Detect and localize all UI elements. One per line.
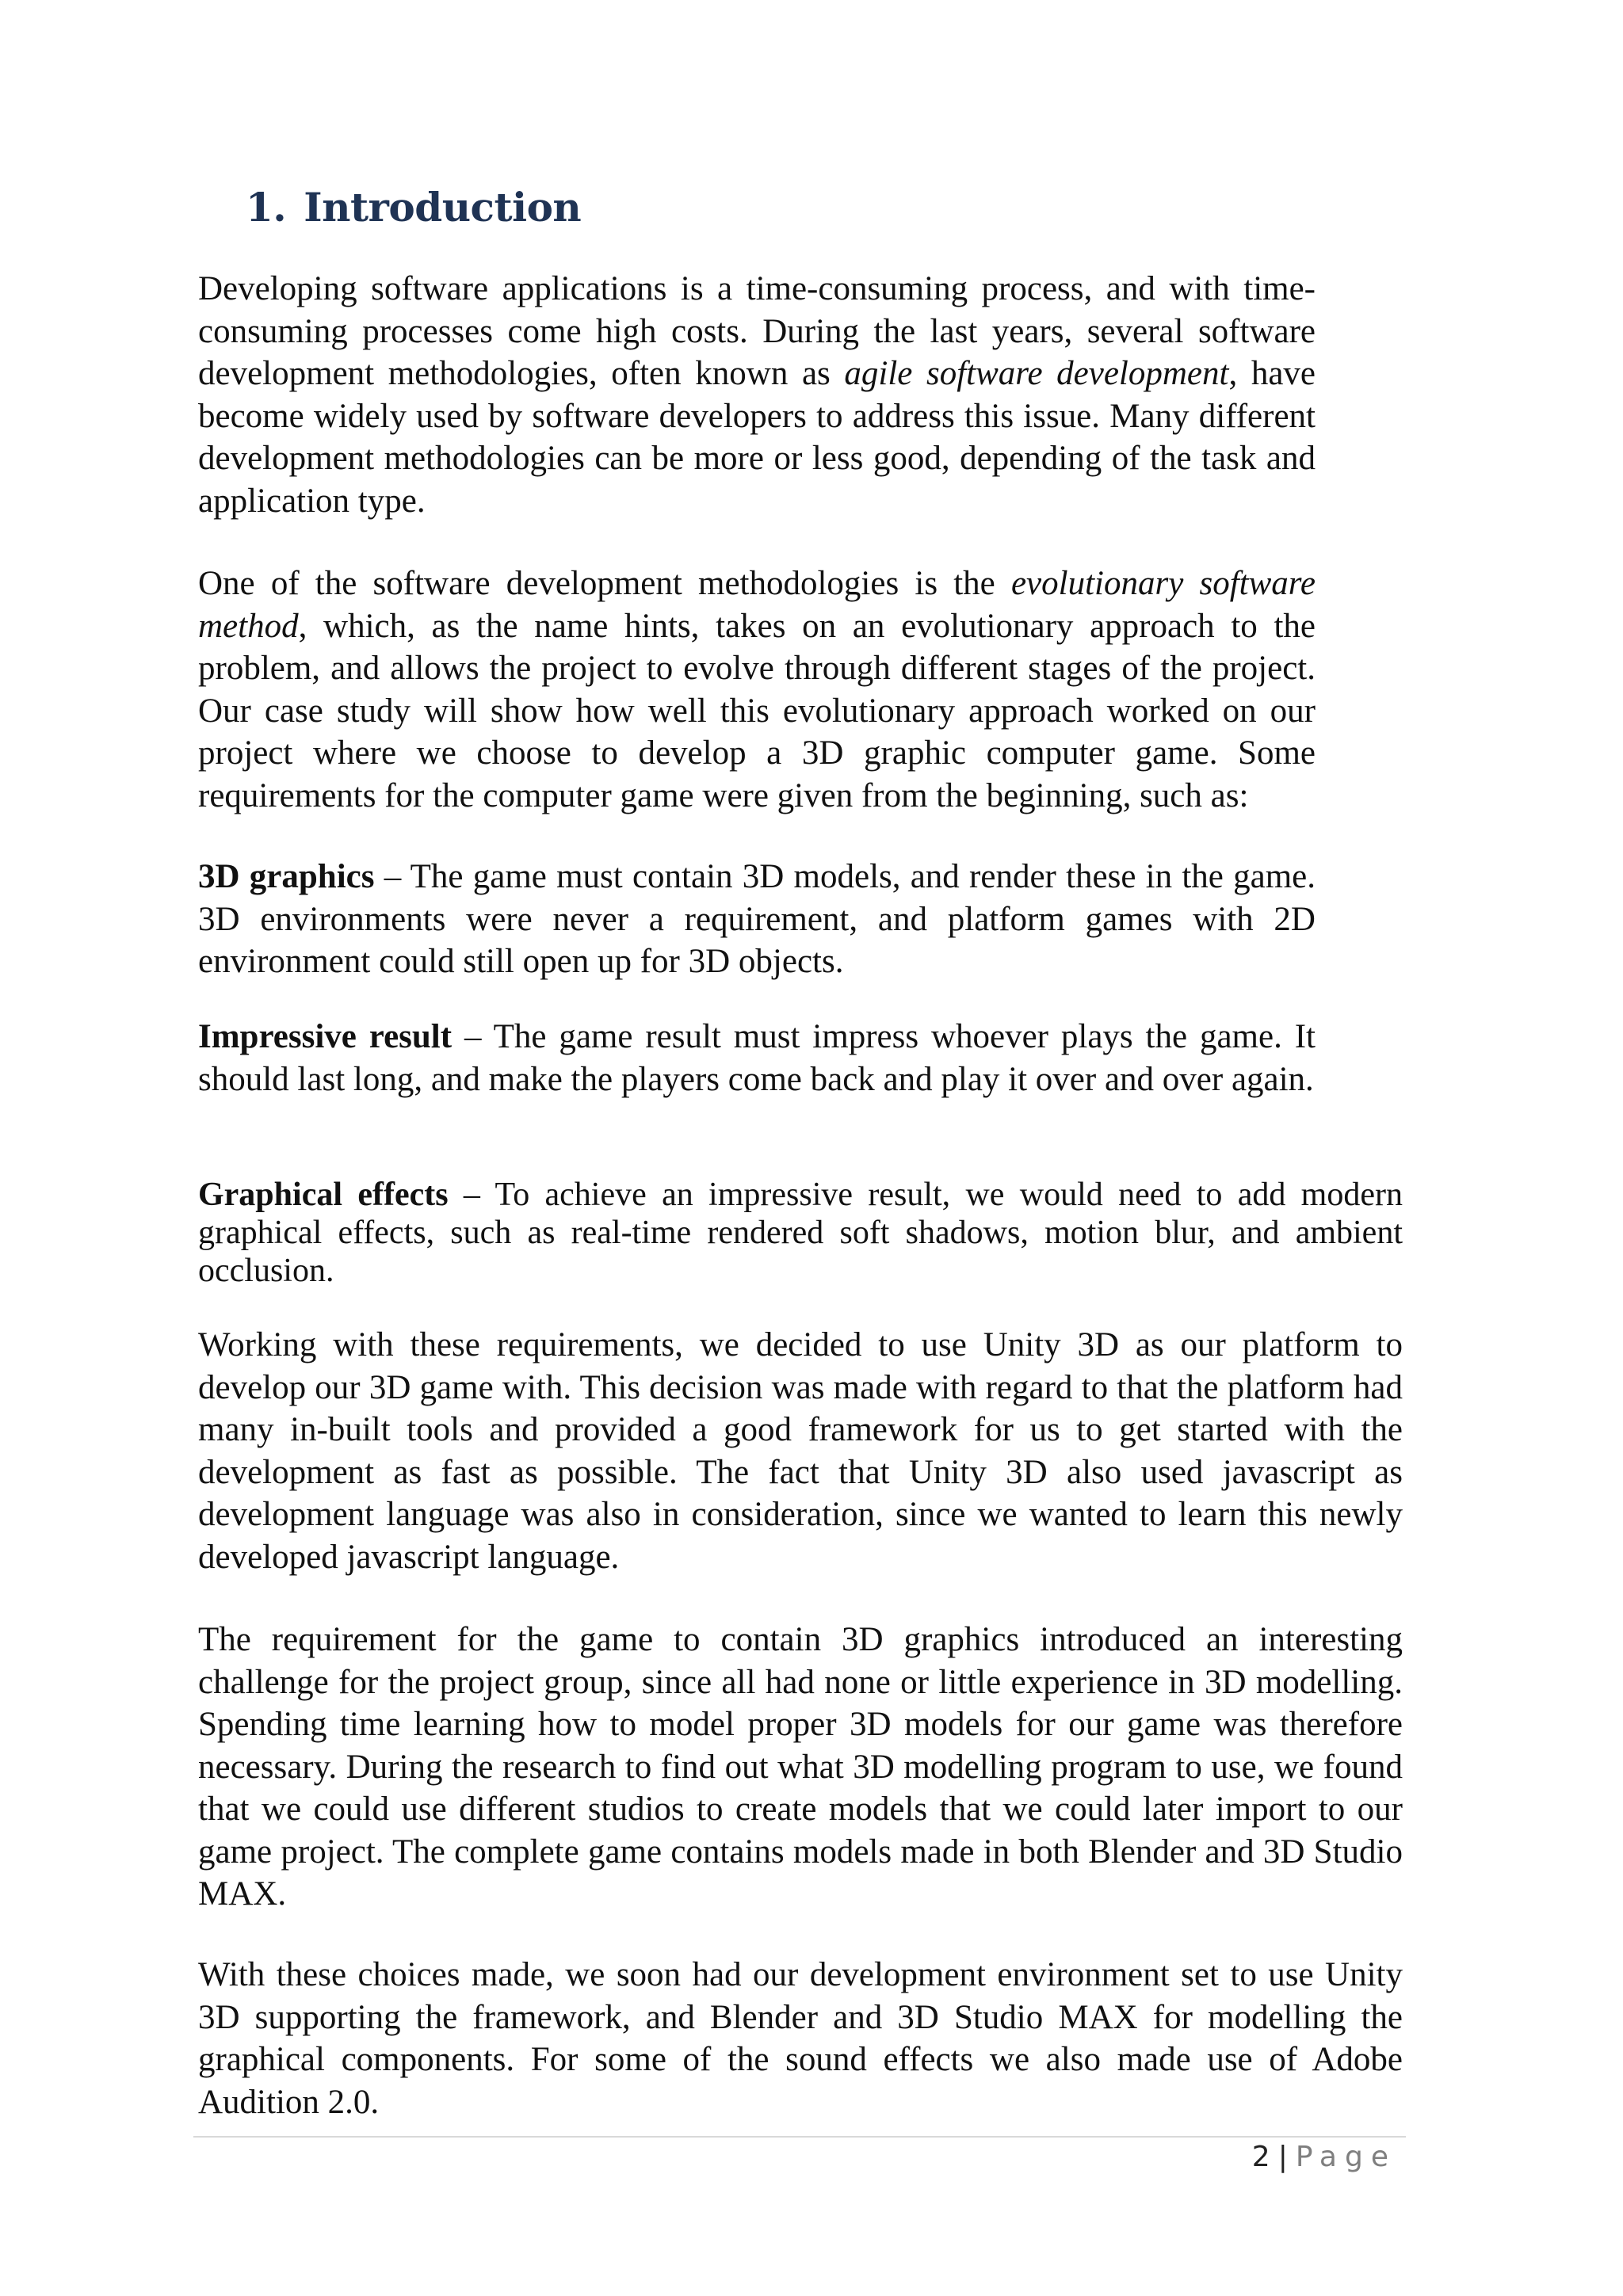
requirement-text: The game result must impress whoever plays the game. It should last long, and make the players come back and play it over and over again. [198,1018,1316,1098]
requirement-graphical-effects [198,1176,1403,1290]
requirement-text: To achieve an impressive result, we would need to add modern graphical effects, such as real-time rendered soft shadows, motion blur, and ambient occlusion. [198,1177,1403,1289]
intro-paragraph-1 [198,268,1316,522]
intro-paragraph-4: The requirement for the game to contain 3D graphics introduced an interesting challenge for the project group, since all had none or little experience in 3D modelling. Spending time learning how to model proper 3D models for our game was therefore necessary. During the research to find out what 3D modelling program to use, we found that we could use different studios to create models that we could later import to our game project. The complete game contains models made in both Blender and 3D Studio MAX. [198,1621,1403,1913]
p2-text-a: One of the software development methodologies is the [198,565,1011,602]
requirement-dash: – [452,1018,494,1055]
p1-text-a: Developing software applications is a time-consuming process, and with time-consuming processes come high costs. During the last years, several software development methodologies, often known as [198,270,1316,392]
page-footer [1252,2141,1396,2173]
page-number: 2 [1251,2141,1270,2173]
requirement-dash: – [374,858,411,895]
intro-paragraph-3: Working with these requirements, we decided to use Unity 3D as our platform to develop our 3D game with. This decision was made with regard to that the platform had many in-built tools and provided a good framework for us to get started with the development as fast as possible. The fact that Unity 3D also used javascript as development language was also in consideration, since we wanted to learn this newly developed javascript language. [198,1326,1403,1576]
section-title: Introduction [304,184,582,231]
intro-paragraph-2 [198,563,1316,817]
page-word: Page [1295,2141,1396,2173]
p2-text-b: , which, as the name hints, takes on an evolutionary approach to the problem, and allows the project to evolve through different stages of the project. Our case study will show how well this evolutionary approach worked on our project where we choose to develop a 3D graphic computer game. Some requirements for the computer game were given from the beginning, such as: [198,607,1316,814]
section-heading [246,184,581,231]
section-number: 1. [246,184,287,231]
p2-emphasis: evolutionary software method [198,565,1316,645]
requirement-impressive-result [198,1016,1316,1100]
requirement-term: Impressive result [198,1018,453,1055]
requirement-3d-graphics [198,856,1316,983]
requirement-text: The game must contain 3D models, and render these in the game. 3D environments were never a requirement, and platform games with 2D environment could still open up for 3D objects. [198,858,1316,980]
footer-divider [193,2136,1406,2138]
requirement-term: Graphical effects [198,1177,449,1213]
p1-text-b: , have become widely used by software developers to address this issue. Many different development methodologies can be more or less good, depending of the task and application type. [198,355,1316,520]
intro-paragraph-5: With these choices made, we soon had our development environment set to use Unity 3D supporting the framework, and Blender and 3D Studio MAX for modelling the graphical components. For some of the sound effects we also made use of Adobe Audition 2.0. [198,1956,1403,2121]
requirement-term: 3D graphics [198,858,375,895]
requirement-dash: – [448,1177,495,1213]
p1-emphasis: agile software development [844,355,1229,392]
footer-separator: | [1277,2141,1288,2173]
